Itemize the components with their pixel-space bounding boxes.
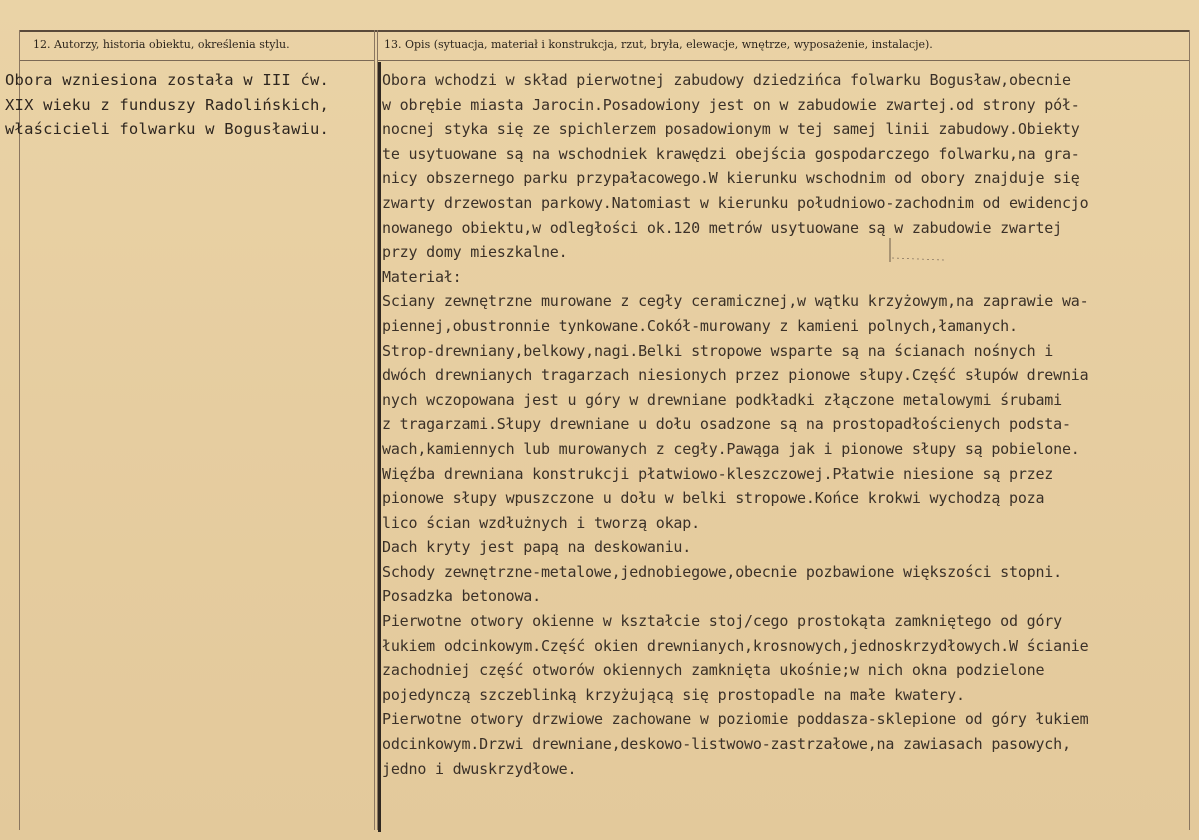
header-rule-right	[378, 60, 1189, 61]
right-border	[1189, 30, 1190, 830]
text-line: nicy obszernego parku przypałacowego.W kierunku wschodnim od obory znajduje się	[382, 169, 1080, 188]
column-divider	[374, 30, 375, 830]
text-line: z tragarzami.Słupy drewniane u dołu osadzone są na prostopadłościenych podsta-	[382, 415, 1071, 434]
section-12-header: 12. Autorzy, historia obiektu, określenia stylu.	[33, 38, 290, 51]
text-line: przy domy mieszkalne.	[382, 243, 568, 262]
text-line: Więźba drewniana konstrukcji płatwiowo-kleszczowej.Płatwie niesione są przez	[382, 464, 1054, 483]
text-line: Sciany zewnętrzne murowane z cegły ceramicznej,w wątku krzyżowym,na zaprawie wa-	[382, 292, 1089, 311]
header-rule-left	[20, 60, 374, 61]
text-line: Pierwotne otwory okienne w kształcie stoj/cego prostokąta zamkniętego od góry	[382, 612, 1062, 631]
text-line: Obora wchodzi w skład pierwotnej zabudowy dziedzińca folwarku Bogusław,obecnie	[382, 71, 1071, 89]
pencil-mark	[886, 236, 946, 266]
authors-history-text	[5, 68, 370, 142]
text-line: te usytuowane są na wschodniek krawędzi obejścia gospodarczego folwarku,na gra-	[382, 144, 1080, 163]
text-line: piennej,obustronnie tynkowane.Cokół-murowany z kamieni polnych,łamanych.	[382, 316, 1018, 335]
text-line: łukiem odcinkowym.Część okien drewnianych,krosnowych,jednoskrzydłowych.W ścianie	[382, 636, 1089, 655]
top-border	[20, 30, 1189, 32]
text-line: dwóch drewnianych tragarzach niesionych przez pionowe słupy.Część słupów drewnia	[382, 366, 1089, 385]
section-13-header: 13. Opis (sytuacja, materiał i konstrukcja, rzut, bryła, elewacje, wnętrze, wyposażenie, instalacje).	[384, 38, 933, 51]
text-line: nowanego obiektu,w odległości ok.120 metrów usytuowane są w zabudowie zwartej	[382, 218, 1062, 237]
text-line: nych wczopowana jest u góry w drewniane podkładki złączone metalowymi śrubami	[382, 390, 1062, 409]
typed-margin-bar	[378, 62, 381, 832]
text-line: właścicieli folwarku w Bogusławiu.	[5, 120, 330, 139]
text-line: zwarty drzewostan parkowy.Natomiast w kierunku południowo-zachodnim od ewidencjo	[382, 193, 1089, 212]
text-line: Schody zewnętrzne-metalowe,jednobiegowe,obecnie pozbawione większości stopni.	[382, 562, 1062, 581]
text-line: Obora wzniesiona została w III ćw.	[5, 71, 330, 89]
text-line: nocnej styka się ze spichlerzem posadowionym w tej samej linii zabudowy.Obiekty	[382, 120, 1080, 139]
text-line: odcinkowym.Drzwi drewniane,deskowo-listwowo-zastrzałowe,na zawiasach pasowych,	[382, 735, 1071, 754]
text-line: Dach kryty jest papą na deskowaniu.	[382, 538, 692, 557]
text-line: pojedynczą szczeblinką krzyżującą się prostopadle na małe kwatery.	[382, 685, 965, 704]
text-line: XIX wieku z funduszy Radolińskich,	[5, 95, 330, 114]
text-line: zachodniej część otworów okiennych zamknięta ukośnie;w nich okna podzielone	[382, 661, 1045, 680]
text-line: Materiał:	[382, 267, 462, 286]
text-line: Posadzka betonowa.	[382, 587, 541, 606]
text-line: Strop-drewniany,belkowy,nagi.Belki stropowe wsparte są na ścianach nośnych i	[382, 341, 1054, 360]
text-line: w obrębie miasta Jarocin.Posadowiony jest on w zabudowie zwartej.od strony pół-	[382, 95, 1080, 114]
left-border	[19, 30, 20, 830]
text-line: pionowe słupy wpuszczone u dołu w belki stropowe.Końce krokwi wychodzą poza	[382, 489, 1045, 508]
text-line: lico ścian wzdłużnych i tworzą okap.	[382, 513, 700, 532]
text-line: jedno i dwuskrzydłowe.	[382, 759, 577, 778]
text-line: Pierwotne otwory drzwiowe zachowane w poziomie poddasza-sklepione od góry łukiem	[382, 710, 1089, 729]
description-text	[382, 68, 1187, 781]
text-line: wach,kamiennych lub murowanych z cegły.Pawąga jak i pionowe słupy są pobielone.	[382, 439, 1080, 458]
